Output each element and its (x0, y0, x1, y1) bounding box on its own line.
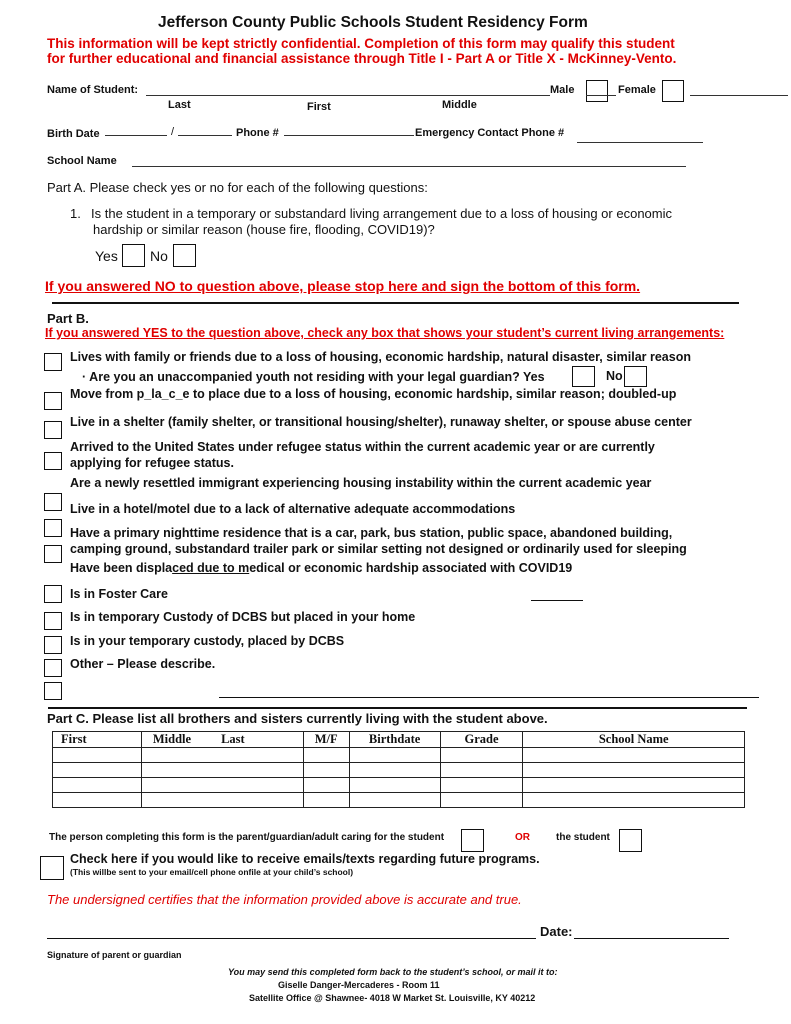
item-nighttime-line2: camping ground, substandard trailer park or similar setting not designed or ordinarily used for sleeping (70, 542, 687, 556)
checkbox-camping-ground[interactable] (44, 545, 62, 563)
mail-instruction: You may send this completed form back to the student’s school, or mail it to: (228, 967, 558, 977)
table-cell[interactable] (53, 748, 142, 763)
item-dcbs-placed: Is in your temporary custody, placed by DCBS (70, 634, 345, 648)
signature-label: Signature of parent or guardian (47, 950, 182, 960)
table-cell[interactable] (523, 778, 745, 793)
table-cell[interactable] (141, 748, 303, 763)
table-row (53, 763, 745, 778)
middle-name-caption: Middle (442, 99, 477, 111)
table-cell[interactable] (440, 778, 523, 793)
item-covid-part1: Have been displa (70, 561, 173, 575)
part-b-heading: Part B. (47, 311, 89, 326)
table-cell[interactable] (141, 778, 303, 793)
table-cell[interactable] (303, 748, 349, 763)
part-a-divider (52, 302, 739, 304)
or-label: OR (515, 832, 530, 843)
table-cell[interactable] (303, 778, 349, 793)
certify-statement: The undersigned certifies that the information provided above is accurate and true. (47, 892, 522, 907)
table-cell[interactable] (141, 763, 303, 778)
page-title: Jefferson County Public Schools Student Residency Form (158, 14, 588, 31)
youth-no-label: No (606, 369, 623, 383)
item-hotel-motel: Live in a hotel/motel due to a lack of alternative adequate accommodations (70, 502, 516, 516)
item-covid-part2: ced due to m (172, 561, 250, 575)
yes-label: Yes (95, 248, 118, 264)
item-covid-displaced (70, 561, 572, 575)
part-b-divider (48, 707, 747, 709)
item-covid-part3: edical or economic hardship associated with COVID19 (249, 561, 573, 575)
no-checkbox[interactable] (173, 244, 196, 267)
female-label: Female (618, 84, 656, 96)
youth-yes-checkbox[interactable] (572, 366, 595, 387)
male-label: Male (550, 84, 575, 96)
completer-guardian-checkbox[interactable] (461, 829, 484, 852)
birth-date-label-text: Birth Date (47, 128, 100, 140)
phone-label: Phone # (236, 127, 279, 139)
table-row (53, 748, 745, 763)
table-cell[interactable] (349, 748, 440, 763)
stop-notice: If you answered NO to question above, please stop here and sign the bottom of this form. (45, 278, 641, 294)
yes-checkbox[interactable] (122, 244, 145, 267)
item-nighttime-line1: Have a primary nighttime residence that is a car, park, bus station, public space, abandoned building, (70, 526, 673, 540)
female-underline (690, 95, 788, 96)
phone-field[interactable] (284, 135, 414, 136)
mail-address: Satellite Office @ Shawnee- 4018 W Market St. Louisville, KY 40212 (249, 993, 536, 1003)
checkbox-extra[interactable] (44, 682, 62, 700)
item-shelter: Live in a shelter (family shelter, or transitional housing/shelter), runaway shelter, or spouse abuse center (70, 415, 692, 429)
confidentiality-notice-line2: for further educational and financial assistance through Title I - Part A or Title X - McKinney-Vento. (47, 51, 677, 66)
mail-recipient: Giselle Danger-Mercaderes - Room 11 (278, 980, 440, 990)
table-cell[interactable] (303, 763, 349, 778)
student-name-field[interactable] (146, 95, 550, 96)
checkbox-dcbs-placed[interactable] (44, 636, 62, 654)
emails-statement: Check here if you would like to receive emails/texts regarding future programs. (70, 852, 540, 866)
checkbox-hotel-motel[interactable] (44, 493, 62, 511)
col-header-grade: Grade (440, 732, 523, 748)
school-name-field[interactable] (132, 166, 686, 167)
gender-underline (586, 95, 616, 96)
table-cell[interactable] (349, 763, 440, 778)
checkbox-refugee[interactable] (44, 452, 62, 470)
male-checkbox[interactable] (586, 80, 608, 102)
the-student-label: the student (556, 832, 610, 843)
table-cell[interactable] (141, 793, 303, 808)
emergency-phone-field[interactable] (577, 142, 703, 143)
other-describe-field[interactable] (219, 697, 759, 698)
col-header-mf: M/F (303, 732, 349, 748)
table-cell[interactable] (303, 793, 349, 808)
part-c-heading: Part C. Please list all brothers and sisters currently living with the student above. (47, 711, 548, 726)
item-refugee-line2: applying for refugee status. (70, 456, 234, 470)
checkbox-foster-care[interactable] (44, 585, 62, 603)
item-refugee-line1: Arrived to the United States under refugee status within the current academic year or are currently (70, 440, 655, 454)
birth-date-field-year[interactable] (178, 135, 232, 136)
table-cell[interactable] (349, 793, 440, 808)
item-other: Other – Please describe. (70, 657, 216, 671)
part-a-question-number: 1. (70, 206, 81, 221)
foster-care-line[interactable] (531, 600, 583, 601)
item-immigrant: Are a newly resettled immigrant experiencing housing instability within the current academic year (70, 476, 652, 490)
col-header-middle: Middle Last (141, 732, 303, 748)
checkbox-place-to-place[interactable] (44, 392, 62, 410)
checkbox-nighttime-residence[interactable] (44, 519, 62, 537)
confidentiality-notice-line1: This information will be kept strictly confidential. Completion of this form may qualify this student (47, 36, 675, 51)
col-header-birthdate: Birthdate (349, 732, 440, 748)
table-row (53, 778, 745, 793)
table-cell[interactable] (440, 793, 523, 808)
birth-date-field-month[interactable] (105, 135, 167, 136)
item-place-to-place: Move from p_la_c_e to place due to a loss of housing, economic hardship, similar reason; doubled-up (70, 387, 677, 401)
col-header-school: School Name (523, 732, 745, 748)
table-cell[interactable] (523, 793, 745, 808)
youth-no-checkbox[interactable] (624, 366, 647, 387)
table-cell[interactable] (349, 778, 440, 793)
first-name-caption: First (307, 101, 331, 113)
date-label: Date: (540, 924, 573, 939)
last-name-caption: Last (168, 99, 191, 111)
table-cell[interactable] (523, 763, 745, 778)
table-cell[interactable] (523, 748, 745, 763)
checkbox-other[interactable] (44, 659, 62, 677)
birth-date-slash: / (171, 126, 175, 138)
checkbox-dcbs-your-home[interactable] (44, 612, 62, 630)
table-row (53, 793, 745, 808)
part-b-instruction: If you answered YES to the question above, check any box that shows your student’s current living arrangements: (45, 326, 725, 340)
signature-field[interactable] (47, 938, 536, 939)
part-a-question-line2: hardship or similar reason (house fire, flooding, COVID19)? (93, 222, 435, 237)
table-cell[interactable] (53, 778, 142, 793)
item-family-friends: Lives with family or friends due to a loss of housing, economic hardship, natural disaster, similar reason (70, 350, 691, 364)
no-label: No (150, 248, 168, 264)
siblings-header-row (53, 732, 745, 748)
completer-student-checkbox[interactable] (619, 829, 642, 852)
emails-note: (This willbe sent to your email/cell phone onfile at your child’s school) (70, 867, 354, 877)
checkbox-shelter[interactable] (44, 421, 62, 439)
table-cell[interactable] (53, 793, 142, 808)
school-name-label: School Name (47, 155, 117, 167)
siblings-table (52, 731, 745, 808)
item-foster-care: Is in Foster Care (70, 587, 168, 601)
part-a-heading: Part A. Please check yes or no for each of the following questions: (47, 180, 428, 195)
item-dcbs-your-home: Is in temporary Custody of DCBS but placed in your home (70, 610, 416, 624)
checkbox-family-friends[interactable] (44, 353, 62, 371)
youth-question: · Are you an unaccompanied youth not residing with your legal guardian? Yes (82, 370, 545, 384)
student-name-label: Name of Student: (47, 84, 139, 96)
table-cell[interactable] (53, 763, 142, 778)
emails-checkbox[interactable] (40, 856, 64, 880)
table-cell[interactable] (440, 748, 523, 763)
female-checkbox[interactable] (662, 80, 684, 102)
col-header-first: First (53, 732, 142, 748)
part-a-question-line1: Is the student in a temporary or substandard living arrangement due to a loss of housing or economic (91, 206, 672, 221)
emergency-phone-label: Emergency Contact Phone # (415, 127, 565, 139)
completer-statement: The person completing this form is the parent/guardian/adult caring for the student (49, 832, 445, 843)
date-field[interactable] (574, 938, 729, 939)
table-cell[interactable] (440, 763, 523, 778)
